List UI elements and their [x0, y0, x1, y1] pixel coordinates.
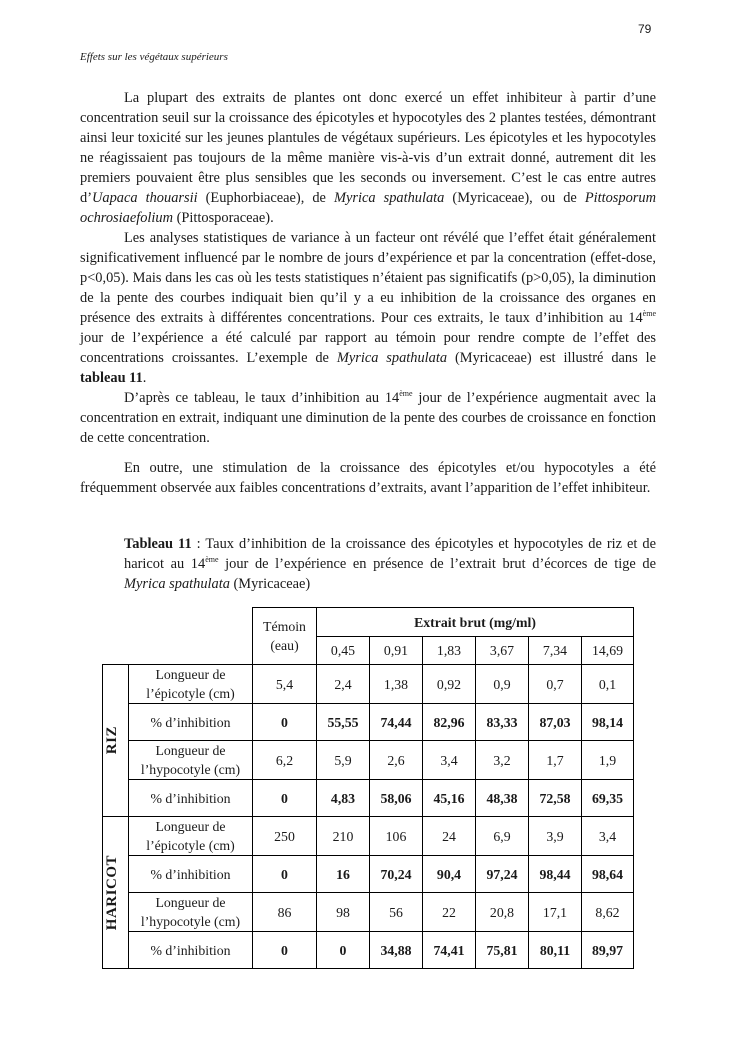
header-extrait: Extrait brut (mg/ml) [317, 608, 634, 637]
value-cell: 86 [253, 893, 317, 932]
value-cell: 74,44 [370, 704, 423, 741]
value-cell: 2,4 [317, 665, 370, 704]
value-cell: 87,03 [529, 704, 582, 741]
value-cell: 98,14 [582, 704, 634, 741]
italic-text: Myrica spathulata [334, 190, 445, 206]
value-cell: 48,38 [476, 780, 529, 817]
value-cell: 34,88 [370, 932, 423, 969]
value-cell: 5,4 [253, 665, 317, 704]
paragraph [80, 88, 656, 228]
text-run: (Myricaceae) [229, 576, 311, 592]
body-text [80, 88, 656, 498]
group-label [103, 817, 129, 969]
text-run: . [142, 370, 147, 386]
header-row [103, 608, 634, 637]
row-label: Longueur de l’hypocotyle (cm) [129, 893, 253, 932]
value-cell: 3,9 [529, 817, 582, 856]
table-row [103, 780, 634, 817]
value-cell: 70,24 [370, 856, 423, 893]
table-row [103, 856, 634, 893]
table-row [103, 893, 634, 932]
table-row [103, 817, 634, 856]
value-cell: 0 [253, 780, 317, 817]
results-table [102, 607, 634, 969]
value-cell: 3,4 [423, 741, 476, 780]
value-cell: 0,9 [476, 665, 529, 704]
row-label: Longueur de l’épicotyle (cm) [129, 817, 253, 856]
italic-text: Pittosporum ochrosiaefolium [80, 190, 656, 226]
concentration-header: 14,69 [582, 637, 634, 665]
value-cell: 6,2 [253, 741, 317, 780]
value-cell: 1,9 [582, 741, 634, 780]
text-run: jour de l’expérience en présence de l’extrait brut d’écorces de tige de [218, 556, 656, 572]
italic-text: Myrica spathulata [336, 350, 448, 366]
superscript: ème [642, 309, 656, 318]
concentration-header: 7,34 [529, 637, 582, 665]
page-number: 79 [638, 22, 652, 36]
value-cell: 97,24 [476, 856, 529, 893]
text-run: (Euphorbiaceae), de [197, 190, 334, 206]
value-cell: 16 [317, 856, 370, 893]
value-cell: 83,33 [476, 704, 529, 741]
value-cell: 74,41 [423, 932, 476, 969]
text-run: jour de l’expérience augmentait avec la concentration en extrait, indiquant une diminution de la pente des courbes de croissance en fonction de cette concentration. [80, 390, 656, 446]
concentration-header: 0,45 [317, 637, 370, 665]
value-cell: 250 [253, 817, 317, 856]
value-cell: 17,1 [529, 893, 582, 932]
value-cell: 0,7 [529, 665, 582, 704]
value-cell: 210 [317, 817, 370, 856]
concentration-header: 3,67 [476, 637, 529, 665]
value-cell: 106 [370, 817, 423, 856]
value-cell: 24 [423, 817, 476, 856]
superscript: ème [399, 389, 413, 398]
value-cell: 98,64 [582, 856, 634, 893]
value-cell: 45,16 [423, 780, 476, 817]
text-run: En outre, une stimulation de la croissance des épicotyles et/ou hypocotyles a été fréquemment observée aux faibles concentrations d’extraits, avant l’apparition de l’effet inhibiteur. [80, 460, 656, 496]
value-cell: 2,6 [370, 741, 423, 780]
paragraph [80, 458, 656, 498]
group-label [103, 665, 129, 817]
value-cell: 8,62 [582, 893, 634, 932]
paragraph [80, 228, 656, 388]
value-cell: 3,2 [476, 741, 529, 780]
value-cell: 56 [370, 893, 423, 932]
value-cell: 3,4 [582, 817, 634, 856]
blank-cell [103, 608, 253, 665]
text-run: La plupart des extraits de plantes ont donc exercé un effet inhibiteur à partir d’une concentration seuil sur la croissance des épicotyles et hypocotyles des 2 plantes testées, démontrant ainsi leur toxicité sur les jeunes plantules de végétaux supérieurs. Les épicotyles et les hypocotyles ne réagissaient pas toujours de la même manière vis-à-vis d’un extrait donné, autrement dit les premiers pouvaient être plus sensibles que les seconds ou inversement. C’est le cas entre autres d’ [80, 90, 656, 206]
row-label: Longueur de l’hypocotyle (cm) [129, 741, 253, 780]
value-cell: 75,81 [476, 932, 529, 969]
row-label: % d’inhibition [129, 856, 253, 893]
superscript: ème [205, 555, 219, 564]
text-run: (Pittosporaceae). [173, 210, 274, 226]
value-cell: 0 [317, 932, 370, 969]
bold-text: Tableau 11 [124, 536, 192, 552]
value-cell: 0,1 [582, 665, 634, 704]
row-label: % d’inhibition [129, 780, 253, 817]
italic-text: Uapaca thouarsii [92, 190, 198, 206]
group-name: RIZ [104, 726, 120, 755]
text-run: (Myricaceae), ou de [444, 190, 585, 206]
concentration-header: 0,91 [370, 637, 423, 665]
running-head: Effets sur les végétaux supérieurs [80, 51, 228, 63]
value-cell: 0 [253, 704, 317, 741]
value-cell: 72,58 [529, 780, 582, 817]
value-cell: 1,38 [370, 665, 423, 704]
value-cell: 6,9 [476, 817, 529, 856]
table-row [103, 704, 634, 741]
value-cell: 1,7 [529, 741, 582, 780]
text-run: D’après ce tableau, le taux d’inhibition au 14 [124, 390, 400, 406]
value-cell: 90,4 [423, 856, 476, 893]
paragraph [80, 388, 656, 448]
header-temoin: Témoin (eau) [253, 608, 317, 665]
table-row [103, 932, 634, 969]
group-name: HARICOT [104, 854, 120, 931]
value-cell: 0,92 [423, 665, 476, 704]
value-cell: 58,06 [370, 780, 423, 817]
value-cell: 0 [253, 932, 317, 969]
value-cell: 69,35 [582, 780, 634, 817]
row-label: % d’inhibition [129, 932, 253, 969]
text-run: jour de l’expérience a été calculé par rapport au témoin pour rendre compte de l’effet des concentrations croissantes. L’exemple de [80, 330, 656, 366]
text-run: Les analyses statistiques de variance à un facteur ont révélé que l’effet était généralement significativement influencé par le nombre de jours d’expérience et par la concentration (effet-dose, p<0,05). Mais dans les cas où les tests statistiques n’étaient pas significatifs (p>0,05), la diminution de la pente des courbes indiquait bien qu’il y a eu inhibition de la croissance des organes en présence des extraits à différentes concentrations. Pour ces extraits, le taux d’inhibition au 14 [80, 230, 656, 326]
value-cell: 5,9 [317, 741, 370, 780]
value-cell: 89,97 [582, 932, 634, 969]
value-cell: 22 [423, 893, 476, 932]
value-cell: 0 [253, 856, 317, 893]
value-cell: 98 [317, 893, 370, 932]
concentration-header: 1,83 [423, 637, 476, 665]
row-label: % d’inhibition [129, 704, 253, 741]
table-row [103, 665, 634, 704]
value-cell: 98,44 [529, 856, 582, 893]
text-run: (Myricaceae) est illustré dans le [447, 350, 656, 366]
value-cell: 55,55 [317, 704, 370, 741]
table-caption [124, 534, 656, 594]
italic-text: Myrica spathulata [124, 576, 230, 592]
row-label: Longueur de l’épicotyle (cm) [129, 665, 253, 704]
value-cell: 80,11 [529, 932, 582, 969]
table-row [103, 741, 634, 780]
value-cell: 20,8 [476, 893, 529, 932]
value-cell: 82,96 [423, 704, 476, 741]
value-cell: 4,83 [317, 780, 370, 817]
bold-text: tableau 11 [80, 370, 143, 386]
text-run: : Taux d’inhibition de la croissance des épicotyles et hypocotyles de riz et de haricot au 14 [124, 536, 656, 572]
